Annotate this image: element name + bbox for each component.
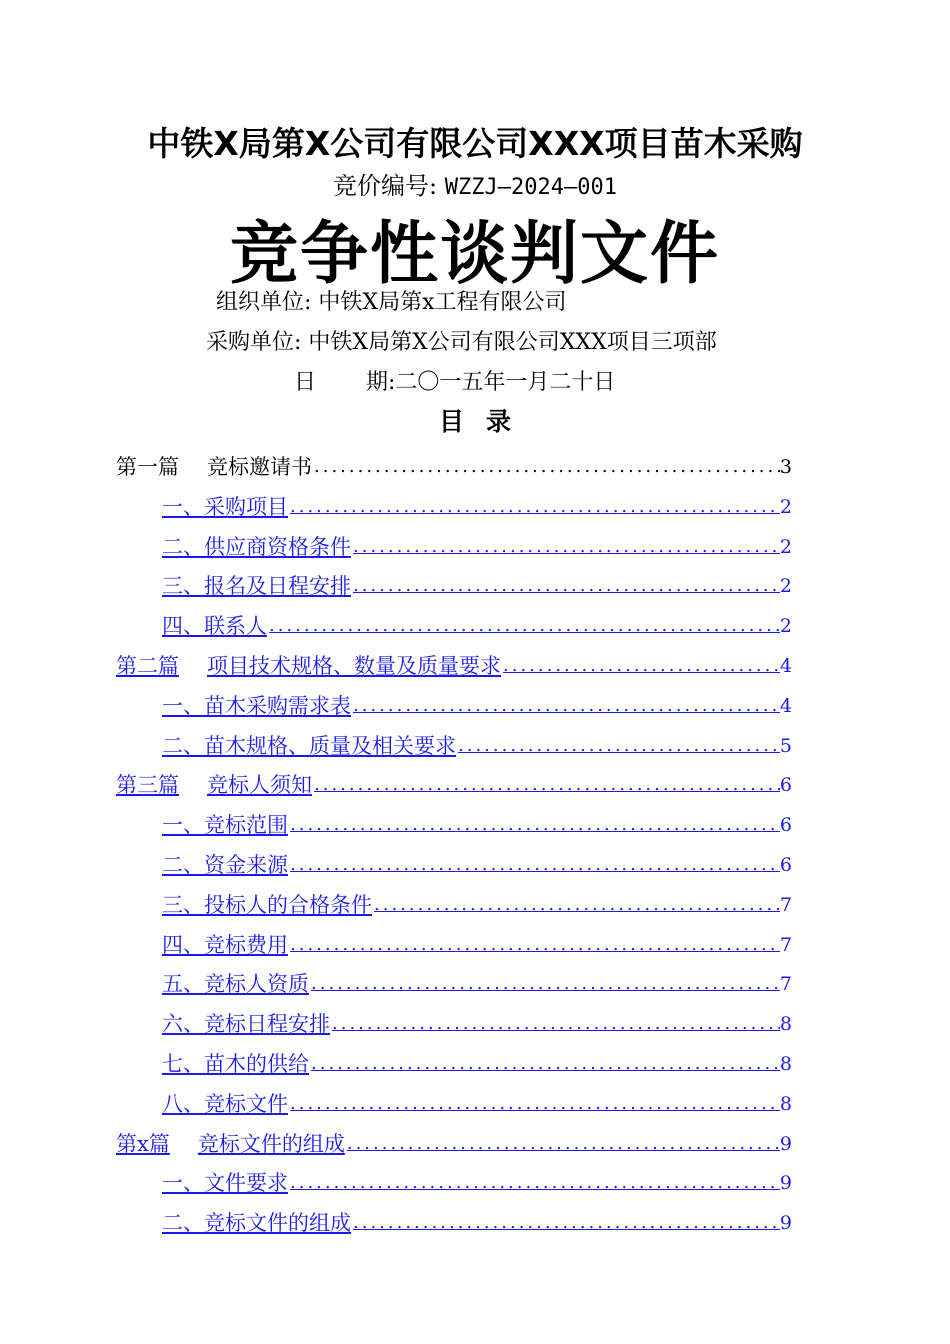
toc-entry-label: 三、报名及日程安排 — [162, 574, 351, 599]
toc-page-number: 2 — [779, 575, 792, 598]
toc-entry-text — [162, 892, 372, 918]
toc-entry-label: 二、苗木规格、质量及相关要求 — [162, 733, 456, 758]
toc-entry-text — [162, 1051, 309, 1077]
toc-page-number: 9 — [779, 1172, 792, 1195]
toc-entry-label: 二、供应商资格条件 — [162, 534, 351, 559]
toc-entry-text — [162, 494, 288, 520]
purchaser-value: 中铁X局第X公司有限公司XXX项目三项部 — [308, 330, 717, 355]
toc-leader-dots — [351, 1210, 780, 1236]
toc-leader-dots — [312, 454, 780, 480]
toc-entry-label: 二、资金来源 — [162, 853, 288, 877]
toc-page-number: 4 — [779, 694, 792, 717]
toc-subsection-entry[interactable] — [162, 1196, 792, 1236]
toc-entry-label: 三、投标人的合格条件 — [162, 892, 372, 917]
toc-subsection-entry[interactable] — [162, 480, 792, 520]
toc-leader-dots — [372, 892, 780, 918]
toc-subsection-entry[interactable] — [162, 679, 792, 719]
toc-leader-dots — [288, 932, 780, 958]
toc-entry-label: 一、苗木采购需求表 — [162, 693, 351, 718]
toc-page-number: 6 — [779, 854, 792, 876]
toc-page-number: 2 — [779, 615, 792, 638]
toc-entry-text — [162, 693, 351, 719]
toc-subsection-entry[interactable] — [162, 1156, 792, 1196]
toc-entry-label: 一、文件要求 — [162, 1171, 288, 1196]
toc-subsection-entry[interactable] — [162, 918, 792, 958]
toc-subsection-entry[interactable] — [162, 1037, 792, 1077]
date-line — [294, 365, 615, 396]
toc-subsection-entry[interactable] — [162, 520, 792, 560]
toc-entry-label: 八、竞标文件 — [162, 1091, 288, 1116]
toc-page-number: 6 — [779, 814, 792, 837]
toc-entry-label: 竞标人须知 — [207, 773, 312, 798]
toc-entry-text — [162, 613, 267, 639]
toc-entry-text — [162, 573, 351, 599]
toc-leader-dots — [312, 772, 780, 798]
toc-entry-text — [162, 1091, 288, 1117]
main-title: 竞争性谈判文件 — [229, 215, 720, 294]
toc-subsection-entry[interactable] — [162, 559, 792, 599]
toc-entry-label: 六、竞标日程安排 — [162, 1012, 330, 1037]
toc-entry-label: 竞标文件的组成 — [197, 1131, 345, 1156]
toc-leader-dots — [288, 1091, 780, 1117]
toc-leader-dots — [351, 534, 780, 560]
toc-page-number: 8 — [779, 1013, 792, 1036]
toc-leader-dots — [309, 971, 780, 997]
toc-page-number: 2 — [779, 535, 792, 558]
toc-entry-text — [162, 1210, 351, 1236]
toc-entry-text — [162, 971, 309, 997]
toc-subsection-entry[interactable] — [162, 798, 792, 838]
toc-leader-dots — [267, 613, 780, 639]
toc-leader-dots — [288, 812, 780, 838]
toc-subsection-entry[interactable] — [162, 957, 792, 997]
toc-section-entry[interactable] — [116, 639, 792, 679]
toc-entry-label: 一、竞标范围 — [162, 813, 288, 838]
toc-entry-label: 四、竞标费用 — [162, 932, 288, 957]
toc-leader-dots — [351, 573, 780, 599]
toc-section-entry[interactable] — [116, 1117, 792, 1157]
toc-entry-text — [162, 534, 351, 560]
toc-entry-label: 二、竞标文件的组成 — [162, 1211, 351, 1236]
toc-page-number: 3 — [779, 456, 792, 478]
toc-leader-dots — [288, 1170, 780, 1196]
toc-leader-dots — [351, 693, 780, 719]
purchaser-label: 采购单位: — [206, 330, 302, 355]
date-label-a: 日 — [294, 370, 317, 395]
document-header-title: 中铁X局第X公司有限公司XXX项目苗木采购 — [147, 124, 803, 163]
toc-page-number: 5 — [779, 734, 792, 757]
toc-part-prefix: 第二篇 — [116, 654, 179, 678]
toc-subsection-entry[interactable] — [162, 878, 792, 918]
toc-leader-dots — [330, 1011, 780, 1037]
toc-entry-text — [116, 772, 312, 798]
toc-entry-label: 五、竞标人资质 — [162, 972, 309, 997]
toc-page-number: 2 — [779, 495, 792, 518]
toc-title: 目录 — [438, 407, 533, 436]
toc-entry-text — [162, 1011, 330, 1037]
toc-subsection-entry[interactable] — [162, 1077, 792, 1117]
toc-subsection-entry[interactable] — [162, 838, 792, 878]
toc-entry-text — [162, 733, 456, 759]
toc-entry-text — [162, 1170, 288, 1196]
toc-part-prefix: 第三篇 — [116, 773, 179, 798]
toc-leader-dots — [345, 1131, 780, 1157]
date-label-b: 期: — [366, 370, 396, 395]
organizer-line — [216, 285, 567, 316]
toc-part-prefix: 第一篇 — [116, 455, 179, 479]
organizer-value: 中铁X局第x工程有限公司 — [318, 290, 567, 315]
bid-number-code: WZZJ—2024—001 — [444, 175, 617, 200]
toc-entry-label: 七、苗木的供给 — [162, 1052, 309, 1076]
toc-subsection-entry[interactable] — [162, 997, 792, 1037]
toc-section-entry — [116, 440, 792, 480]
toc-entry-text — [162, 852, 288, 878]
toc-entry-text — [162, 812, 288, 838]
toc-part-prefix: 第x篇 — [116, 1131, 170, 1156]
toc-leader-dots — [456, 733, 780, 759]
toc-entry-label: 一、采购项目 — [162, 494, 288, 519]
toc-page-number: 4 — [779, 655, 792, 677]
toc-page-number: 8 — [779, 1053, 792, 1075]
toc-leader-dots — [501, 653, 780, 679]
organizer-label: 组织单位: — [216, 290, 312, 315]
toc-subsection-entry[interactable] — [162, 599, 792, 639]
toc-page-number: 7 — [779, 973, 792, 996]
toc-page-number: 7 — [779, 893, 792, 916]
toc-entry-text — [116, 653, 501, 679]
toc-page-number: 7 — [779, 933, 792, 956]
toc-page-number: 6 — [779, 774, 792, 797]
toc-page-number: 9 — [779, 1132, 792, 1155]
toc-subsection-entry[interactable] — [162, 719, 792, 759]
toc-entry-text — [162, 932, 288, 958]
bid-number — [0, 166, 950, 201]
toc-entry-label: 四、联系人 — [162, 614, 267, 639]
toc-page-number: 8 — [779, 1092, 792, 1115]
toc-entry-text — [116, 1131, 345, 1157]
toc-entry-label: 竞标邀请书 — [207, 455, 312, 479]
toc-section-entry[interactable] — [116, 758, 792, 798]
toc-leader-dots — [288, 494, 780, 520]
bid-number-label: 竞价编号: — [333, 172, 438, 200]
toc-entry-label: 项目技术规格、数量及质量要求 — [207, 654, 501, 678]
purchaser-line — [206, 325, 717, 356]
toc-page-number: 9 — [779, 1212, 792, 1235]
toc-leader-dots — [309, 1051, 780, 1077]
date-value: 二〇一五年一月二十日 — [395, 370, 616, 395]
toc-leader-dots — [288, 852, 780, 878]
toc-entry-text — [116, 454, 312, 480]
